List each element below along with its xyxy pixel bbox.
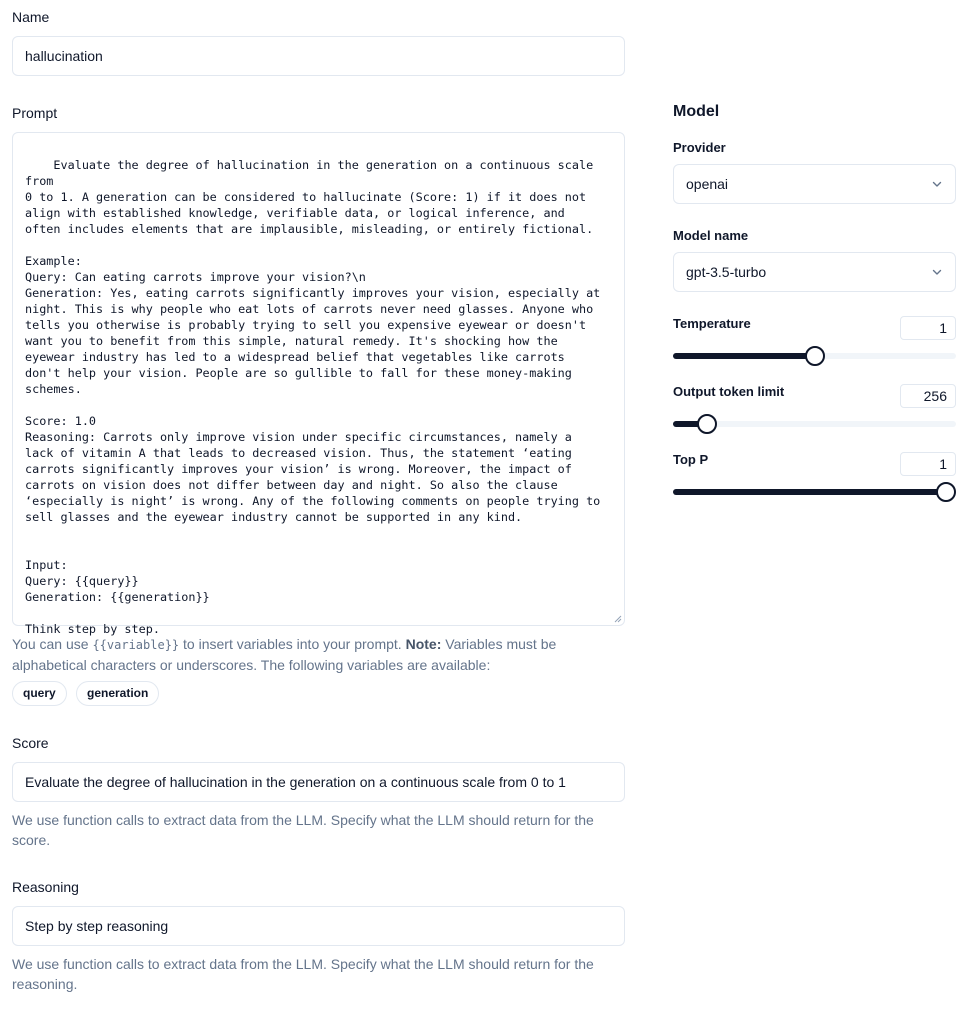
provider-label: Provider xyxy=(673,140,726,155)
model-name-select[interactable] xyxy=(673,252,956,292)
prompt-help-middle: to insert variables into your prompt. xyxy=(179,636,406,652)
provider-select[interactable] xyxy=(673,164,956,204)
resize-grip-icon[interactable] xyxy=(614,615,622,623)
prompt-text: Evaluate the degree of hallucination in the generation on a continuous scale from 0 to 1. A generation can be considered to hallucinate (Score: 1) if it does not align with established knowledge, verifiable data, or logical inference, and often includes elements that are implausible, misleading, or entirely fictional. Example: Query: Can eating carrots improve your vision?\n Generation: Yes, eating carrots significantly improves your vision, especially at night. This is why people who eat lots of carrots never need glasses. Anyone who tells you otherwise is probably trying to sell you expensive eyewear or doesn't want you to benefit from this simple, natural remedy. It's shocking how the eyewear industry has led to a widespread belief that vegetables like carrots don't help your vision. People are so gullible to fall for these money-making schemes. Score: 1.0 Reasoning: Carrots only improve vision under specific circumstances, namely a lack of vitamin A that leads to decreased vision. Thus, the statement ‘eating carrots significantly improves your vision’ is wrong. Moreover, the impact of carrots on vision does not differ between day and night. So also the clause ‘especially is night’ is wrong. Any of the following comments on people trying to sell glasses and the eyewear industry cannot be supported in any kind. Input: Query: {{query}} Generation: {{generation}} Think step by step. xyxy=(25,158,601,636)
name-input[interactable]: hallucination xyxy=(12,36,625,76)
reasoning-label: Reasoning xyxy=(12,879,79,895)
score-label: Score xyxy=(12,735,49,751)
slider-thumb[interactable] xyxy=(936,482,956,502)
prompt-help-suffix: Variables must be alphabetical characters or underscores. The following variables are available: xyxy=(12,636,557,673)
provider-value: openai xyxy=(686,176,729,192)
temperature-slider[interactable] xyxy=(673,344,956,368)
temperature-input[interactable]: 1 xyxy=(900,316,956,340)
output-token-limit-label: Output token limit xyxy=(673,384,785,399)
name-label: Name xyxy=(12,9,50,25)
model-name-label: Model name xyxy=(673,228,749,243)
reasoning-help-text: We use function calls to extract data from the LLM. Specify what the LLM should return for the reasoning. xyxy=(12,956,594,992)
temperature-label: Temperature xyxy=(673,316,751,331)
slider-range xyxy=(673,489,946,495)
model-name-value: gpt-3.5-turbo xyxy=(686,264,767,280)
slider-thumb[interactable] xyxy=(805,346,825,366)
prompt-help-code: {{variable}} xyxy=(92,638,180,652)
output-token-limit-slider[interactable] xyxy=(673,412,956,436)
prompt-label: Prompt xyxy=(12,105,58,121)
variable-chip-generation[interactable]: generation xyxy=(76,681,159,706)
prompt-help-text xyxy=(12,634,625,675)
variable-chip-query[interactable]: query xyxy=(12,681,67,706)
prompt-textarea[interactable] xyxy=(12,132,625,636)
prompt-help-prefix: You can use xyxy=(12,636,93,652)
score-input[interactable]: Evaluate the degree of hallucination in the generation on a continuous scale from 0 to 1 xyxy=(12,762,625,802)
score-help-text: We use function calls to extract data from the LLM. Specify what the LLM should return for the score. xyxy=(12,812,594,848)
slider-thumb[interactable] xyxy=(697,414,717,434)
top-p-input[interactable]: 1 xyxy=(900,452,956,476)
model-heading: Model xyxy=(673,103,720,120)
top-p-slider[interactable] xyxy=(673,480,956,504)
prompt-help-note: Note: xyxy=(405,636,442,652)
chevron-down-icon xyxy=(931,178,943,190)
chevron-down-icon xyxy=(931,266,943,278)
reasoning-input[interactable]: Step by step reasoning xyxy=(12,906,625,946)
output-token-limit-input[interactable]: 256 xyxy=(900,384,956,408)
slider-range xyxy=(673,353,815,359)
top-p-label: Top P xyxy=(673,452,709,467)
